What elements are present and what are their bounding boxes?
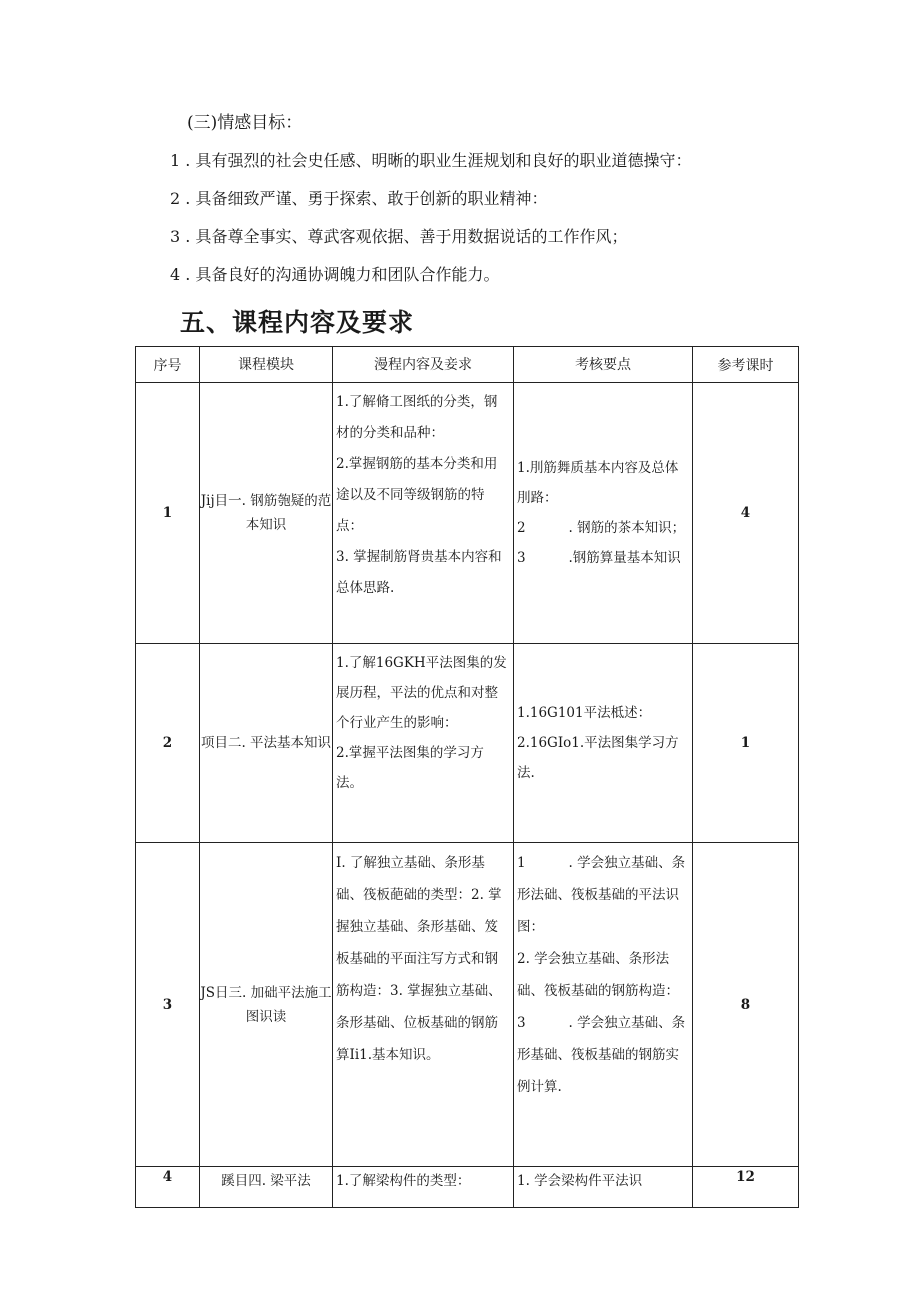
row-assessment	[514, 383, 693, 644]
section-heading-course-content: 五、课程内容及要求	[180, 308, 415, 337]
content-point: I. 了解独立基础、条形基础、筏板葩础的类型：2. 掌握独立基础、条形基础、笈板基础的平面注写方式和钢筋构造：3. 掌握独立基础、条形基础、位板基础的钢筋算Ii1.基本知识。	[336, 855, 502, 1063]
row-no: 1	[136, 383, 200, 644]
assessment-point: 1.刖筋舞质基本内容及总体刖路：	[517, 460, 679, 506]
assessment-point: 3 .钢筋算量基本知识	[517, 550, 681, 566]
goal-item-1: 1 . 具有强烈的社会史任感、明晰的职业生涯规划和良好的职业道德操守：	[170, 151, 692, 170]
row-assessment	[514, 644, 693, 843]
assessment-point: 1. 学会梁构件平法识	[517, 1173, 643, 1189]
table-header-row	[136, 347, 799, 383]
assessment-point: 3 . 学会独立基础、条形基础、筏板基础的钢筋实例计算.	[517, 1015, 686, 1095]
content-point: 2.掌握平法图集的学习方法。	[336, 745, 484, 791]
assessment-point: 1.16G101平法柢述：	[517, 705, 652, 721]
row-assessment	[514, 1167, 693, 1208]
goal-item-3: 3 . 具备尊全事实、尊武客观依据、善于用数据说话的工作作风；	[170, 227, 628, 246]
row-content	[333, 644, 514, 843]
content-point: 2.掌握钢筋的基本分类和用途以及不同等级钢筋的特点：	[336, 456, 498, 534]
table-row	[136, 383, 799, 644]
assessment-point: 2. 学会独立基础、条形法础、筏板基础的钢筋构造：	[517, 951, 679, 999]
row-content	[333, 383, 514, 644]
header-module: 课程模块	[200, 347, 333, 383]
row-module: JS日三. 加础平法施工图识读	[200, 843, 333, 1167]
goal-item-4: 4 . 具备良好的沟通协调魄力和团队合作能力。	[170, 265, 500, 284]
assessment-point: 2.16GIo1.平法图集学习方法.	[517, 735, 679, 781]
row-module: Jij目一. 钢筋匏疑的范本知识	[200, 383, 333, 644]
content-point: 3. 掌握制筋肾贵基本内容和总体思路.	[336, 549, 502, 596]
goal-item-2: 2 . 具备细致严谨、勇于探索、敢于创新的职业精神：	[170, 189, 548, 208]
row-hours: 4	[693, 383, 799, 644]
row-no: 4	[136, 1167, 200, 1208]
row-hours: 1	[693, 644, 799, 843]
course-content-table	[135, 346, 799, 1208]
assessment-point: 2 . 钢筋的茶本知识；	[517, 520, 686, 536]
section-heading-affective-goals: (三)情感目标：	[187, 113, 303, 133]
header-no: 序号	[136, 347, 200, 383]
content-point: 1.了解脩工图纸的分类，钢材的分类和品种：	[336, 394, 498, 441]
row-module: 蹊目四. 梁平法	[200, 1167, 333, 1208]
content-point: 1.了解梁构件的类型：	[336, 1173, 471, 1189]
content-point: 1.了解16GKH平法图集的发展历程，平法的优点和对整个行业产生的影响：	[336, 655, 507, 731]
table-row	[136, 644, 799, 843]
row-no: 3	[136, 843, 200, 1167]
header-content: 漫程内容及妾求	[333, 347, 514, 383]
row-content	[333, 1167, 514, 1208]
row-hours: 8	[693, 843, 799, 1167]
assessment-point: 1 . 学会独立基础、条形法础、筏板基础的平法识图：	[517, 855, 686, 935]
row-hours: 12	[693, 1167, 799, 1208]
table-row	[136, 1167, 799, 1208]
header-assessment: 考核要点	[514, 347, 693, 383]
row-content	[333, 843, 514, 1167]
table-row	[136, 843, 799, 1167]
row-no: 2	[136, 644, 200, 843]
row-module: 项目二. 平法基本知识	[200, 644, 333, 843]
row-assessment	[514, 843, 693, 1167]
header-hours: 参考课时	[693, 347, 799, 383]
